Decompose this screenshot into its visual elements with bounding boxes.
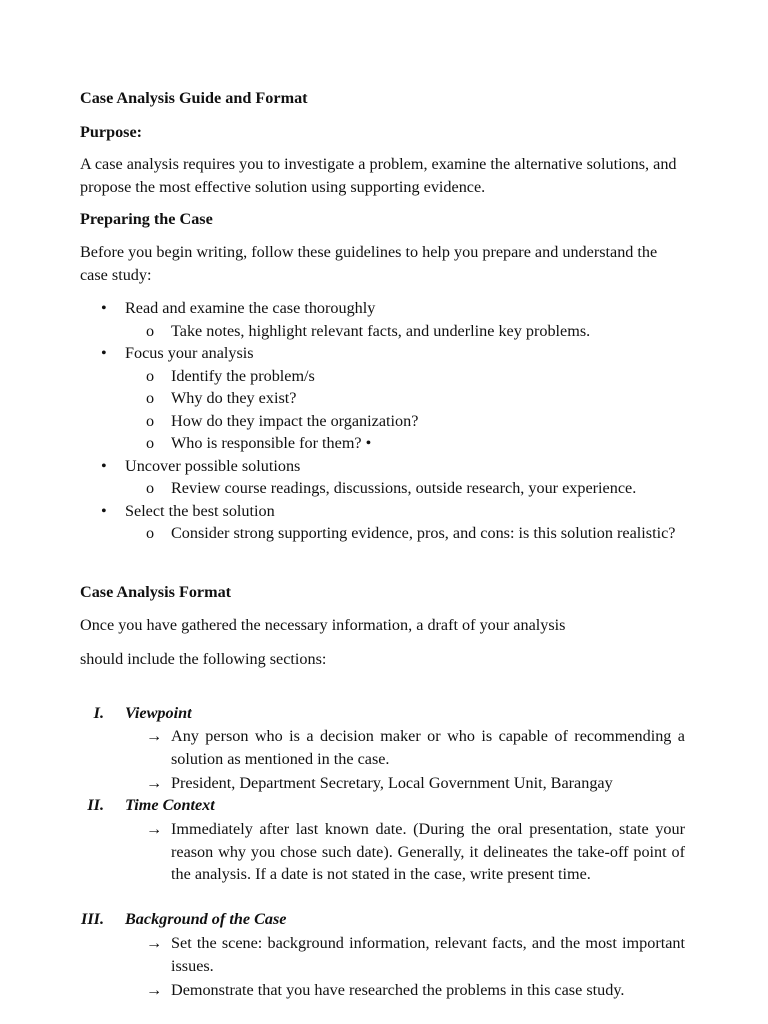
section-numeral: I. xyxy=(93,704,104,722)
list-item: • Uncover possible solutions xyxy=(80,455,685,478)
section-title-time-context: Time Context xyxy=(125,796,215,814)
sub-list-item: o How do they impact the organization? xyxy=(80,410,685,433)
sub-list-item: o Who is responsible for them? • xyxy=(80,432,685,455)
sub-list-item: o Consider strong supporting evidence, pros, and cons: is this solution realistic? xyxy=(80,522,685,545)
section-point: → Immediately after last known date. (During the oral presentation, state your reason why you chose such date). Generally, it delineates the take-off point of the analysis. If a date is not stated in the case, write present time. xyxy=(146,820,685,883)
section-point: → Demonstrate that you have researched the problems in this case study. xyxy=(146,979,685,1002)
section-numeral: III. xyxy=(81,910,104,928)
list-item: • Focus your analysis xyxy=(80,342,685,365)
arrow-icon: → xyxy=(146,774,163,792)
sub-list-item: o Review course readings, discussions, outside research, your experience. xyxy=(80,477,685,500)
preparing-intro: Before you begin writing, follow these guidelines to help you prepare and understand the case study: xyxy=(80,243,658,284)
arrow-icon: → xyxy=(146,727,163,745)
arrow-icon: → xyxy=(146,820,163,838)
format-intro-line2: should include the following sections: xyxy=(80,650,327,668)
section-title-background: Background of the Case xyxy=(125,910,287,928)
arrow-icon: → xyxy=(146,981,163,999)
sub-list-item: o Why do they exist? xyxy=(80,387,685,410)
purpose-text: A case analysis requires you to investigate a problem, examine the alternative solutions, and propose the most effective solution using supporting evidence. xyxy=(80,155,677,196)
sub-list-item: o Identify the problem/s xyxy=(80,365,685,388)
section-point: → Set the scene: background information, relevant facts, and the most important issues. xyxy=(146,934,685,975)
format-intro-line1: Once you have gathered the necessary information, a draft of your analysis xyxy=(80,616,566,634)
document-page xyxy=(80,0,685,1024)
format-heading: Case Analysis Format xyxy=(80,583,232,601)
sub-list-item: o Take notes, highlight relevant facts, and underline key problems. xyxy=(80,320,685,343)
purpose-heading: Purpose: xyxy=(80,123,143,141)
section-title-viewpoint: Viewpoint xyxy=(125,704,192,722)
section-point: → Any person who is a decision maker or who is capable of recommending a solution as mentioned in the case. xyxy=(146,727,685,768)
preparing-heading: Preparing the Case xyxy=(80,210,213,228)
document-title: Case Analysis Guide and Format xyxy=(80,89,308,107)
section-numeral: II. xyxy=(87,796,104,814)
arrow-icon: → xyxy=(146,934,163,952)
list-item: • Select the best solution xyxy=(80,500,685,523)
list-item: • Read and examine the case thoroughly xyxy=(80,297,685,320)
preparing-list xyxy=(80,297,685,545)
section-point: → President, Department Secretary, Local Government Unit, Barangay xyxy=(146,772,685,795)
